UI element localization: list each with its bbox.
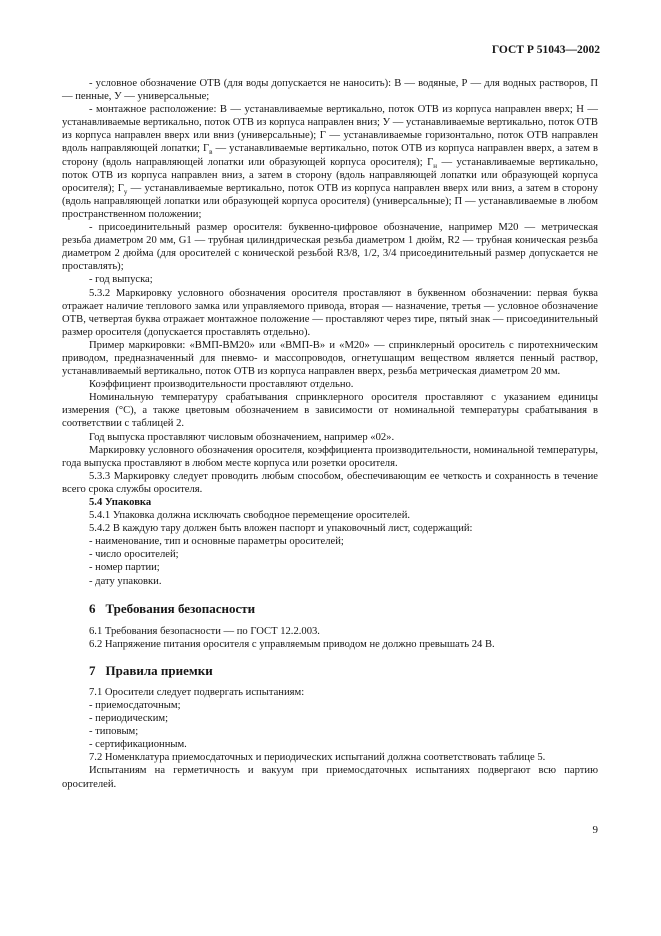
section-number: 7	[89, 662, 96, 678]
paragraph: - условное обозначение ОТВ (для воды допускается не наносить): В — водяные, Р — для водных растворов, П — пенные, У — универсальные;	[62, 78, 598, 103]
paragraph: 5.3.2 Маркировку условного обозначения оросителя проставляют в буквенном обозначении: первая буква отражает наличие теплового замка или управляемого привода, вторая — назначение, третья — условное обозначение ОТВ, четвертая буква отражает монтажное положение — проставляют через тире, пятый знак — присоединительный размер оросителя (допускается проставлять отдельно).	[62, 287, 598, 338]
paragraph: 5.3.3 Маркировку следует проводить любым способом, обеспечивающим ее четкость и сохранность в течение всего срока службы оросителя.	[62, 470, 598, 495]
paragraph: Пример маркировки: «ВМП-ВМ20» или «ВМП-В» и «М20» — спринклерный ороситель с пиротехническим приводом, предназначенный для пневмо- и массопроводов, огнетушащим веществом является пенный раствор, устанавливаемый вертикально, поток ОТВ из корпуса направлен вверх, резьба метрическая диаметром 20 мм.	[62, 339, 598, 378]
text-span: — устанавливаемые вертикально, поток ОТВ из корпуса направлен вверх или вниз, а затем в сторону (вдоль направляющей лопатки или образующей корпуса оросителя) (универсальные); П — устанавливаемые в любом пространственном положении;	[62, 182, 598, 220]
section-title: Правила приемки	[105, 662, 213, 678]
paragraph: Испытаниям на герметичность и вакуум при приемосдаточных испытаниях подвергают всю партию оросителей.	[62, 765, 598, 790]
list-item: - наименование, тип и основные параметры оросителей;	[89, 536, 344, 548]
section-heading	[62, 601, 598, 617]
paragraph: 5.4.2 В каждую тару должен быть вложен паспорт и упаковочный лист, содержащий:	[89, 523, 473, 535]
section-number: 6	[89, 600, 96, 616]
paragraph: - присоединительный размер оросителя: буквенно-цифровое обозначение, например М20 — метрическая резьба диаметром 20 мм, G1 — трубная цилиндрическая резьба диаметром 1 дюйм, R2 — трубная коническая резьба диаметром 2 дюйма (для оросителей с конической резьбой R3/8, 1/2, 3/4 присоединительный размер допускается не проставлять);	[62, 222, 598, 273]
paragraph: Коэффициент производительности проставляют отдельно.	[89, 379, 354, 391]
text-span: — устанавливаемые вертикально, поток ОТВ из корпуса направлен вниз, а затем в сторону (вдоль направляющей лопатки или образующей корпуса оросителя); Г	[62, 156, 598, 194]
subscript: н	[433, 161, 438, 170]
paragraph: 5.4.1 Упаковка должна исключать свободное перемещение оросителей.	[89, 510, 411, 522]
paragraph: 7.1 Оросители следует подвергать испытаниям:	[89, 686, 305, 698]
paragraph-mounting-position	[62, 103, 598, 221]
text-span: - монтажное расположение: В — устанавливаемые вертикально, поток ОТВ из корпуса направлен вверх; Н — устанавливаемые вертикально, поток ОТВ из корпуса направлен вниз; У — устанавливаемые вертикально, поток ОТВ из корпуса направлен вверх или вниз (универсальные); Г — устанавливаемые горизонтально, поток ОТВ направлен вдоль направляющей лопатки; Г	[62, 104, 598, 155]
paragraph: Номинальную температуру срабатывания спринклерного оросителя проставляют с указанием единицы измерения (°С), а также цветовым обозначением в зависимости от номинальной температуры срабатывания в соответствии с таблицей 2.	[62, 392, 598, 430]
list-item: - число оросителей;	[89, 549, 179, 561]
subsection-title: 5.4 Упаковка	[89, 497, 152, 508]
list-item: - год выпуска;	[89, 274, 153, 286]
paragraph: 6.2 Напряжение питания оросителя с управляемым приводом не должно превышать 24 В.	[89, 638, 495, 650]
page-body	[62, 77, 598, 791]
list-item: - дату упаковки.	[89, 575, 162, 587]
page-number: 9	[592, 824, 598, 836]
text-span: — устанавливаемые вертикально, поток ОТВ из корпуса направлен вверх, а затем в сторону (вдоль направляющей лопатки или образующей корпуса оросителя); Г	[62, 143, 598, 168]
subscript: у	[123, 187, 128, 196]
list-item: - периодическим;	[89, 713, 169, 725]
paragraph: Год выпуска проставляют числовым обозначением, например «02».	[89, 431, 395, 443]
list-item: - приемосдаточным;	[89, 699, 181, 711]
list-item: - номер партии;	[89, 562, 160, 574]
paragraph: 6.1 Требования безопасности — по ГОСТ 12.2.003.	[89, 625, 320, 637]
subscript: в	[209, 148, 213, 157]
section-heading	[62, 663, 598, 679]
document-header: ГОСТ Р 51043—2002	[491, 44, 600, 56]
list-item: - сертификационным.	[89, 739, 187, 751]
section-title: Требования безопасности	[105, 600, 256, 616]
paragraph: 7.2 Номенклатура приемосдаточных и периодических испытаний должна соответствовать таблице 5.	[89, 752, 546, 764]
list-item: - типовым;	[89, 726, 139, 738]
paragraph: Маркировку условного обозначения оросителя, коэффициента производительности, номинальной температуры, года выпуска проставляют в любом месте корпуса или розетки оросителя.	[62, 444, 598, 469]
